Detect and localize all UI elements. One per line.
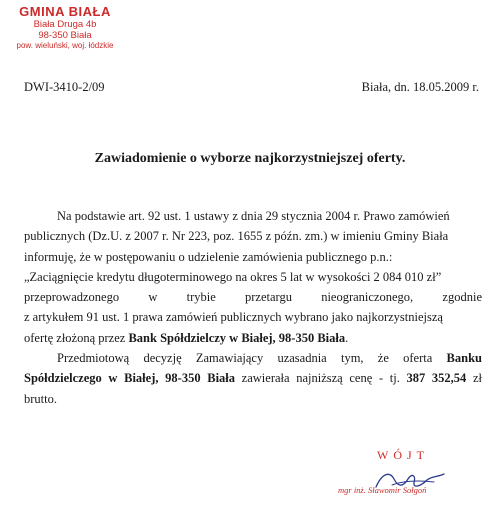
p1-line-1: Na podstawie art. 92 ust. 1 ustawy z dnia 29 stycznia 2004 r. Prawo zamówień	[57, 209, 450, 223]
p1-line-2: publicznych (Dz.U. z 2007 r. Nr 223, poz. 1655 z późn. zm.) w imieniu Gminy Biała	[24, 229, 449, 244]
p2-line-1	[24, 348, 482, 368]
paragraph-2-continued	[24, 368, 482, 409]
paragraph-1-continued	[24, 226, 482, 348]
p1-line-5: przeprowadzonego w trybie przetargu nieograniczonego, zgodnie	[24, 290, 482, 305]
stamp-region: pow. wieluński, woj. łódzkie	[16, 41, 114, 50]
p1-line-7-suffix: .	[345, 330, 349, 345]
p1-line-6: z artykułem 91 ust. 1 prawa zamówień publicznych wybrano jako najkorzystniejszą	[24, 310, 443, 325]
p2-currency: zł	[466, 371, 482, 386]
place-and-date: Biała, dn. 18.05.2009 r.	[361, 80, 479, 94]
signature-title: WÓJT	[377, 448, 429, 462]
p2-line-1-prefix: Przedmiotową decyzję Zamawiający uzasadnia tym, że oferta	[57, 351, 447, 366]
p2-bank-name: Spółdzielczego w Białej, 98-350 Biała	[24, 371, 236, 386]
p1-line-3: informuję, że w postępowaniu o udzielenie zamówienia publicznego p.n.:	[24, 249, 393, 264]
stamp-postal: 98-350 Biała	[38, 30, 92, 41]
p1-line-7-prefix: ofertę złożoną przez	[24, 330, 129, 345]
stamp-name: GMINA BIAŁA	[19, 4, 111, 19]
p2-middle-text: zawierała najniższą cenę - tj.	[235, 371, 407, 386]
municipality-stamp	[6, 4, 124, 51]
p2-line-3: brutto.	[24, 391, 57, 406]
document-reference: DWI-3410-2/09	[24, 80, 105, 94]
p2-bank-word: Banku	[446, 351, 482, 366]
p2-line-2	[24, 368, 482, 388]
document-body	[24, 206, 482, 409]
winning-bank: Bank Spółdzielczy w Białej, 98-350 Biała	[128, 330, 346, 345]
stamp-street: Biała Druga 4b	[33, 19, 97, 30]
signatory-name: mgr inż. Sławomir Sołgoń	[338, 485, 427, 495]
p1-line-4: „Zaciągnięcie kredytu długoterminowego na okres 5 lat w wysokości 2 084 010 zł”	[24, 269, 442, 284]
p1-line-7	[24, 328, 482, 348]
paragraph-2	[24, 348, 482, 368]
paragraph-1	[24, 206, 482, 226]
offer-amount: 387 352,54	[406, 371, 467, 386]
document-title: Zawiadomienie o wyborze najkorzystniejszej oferty.	[94, 151, 406, 166]
